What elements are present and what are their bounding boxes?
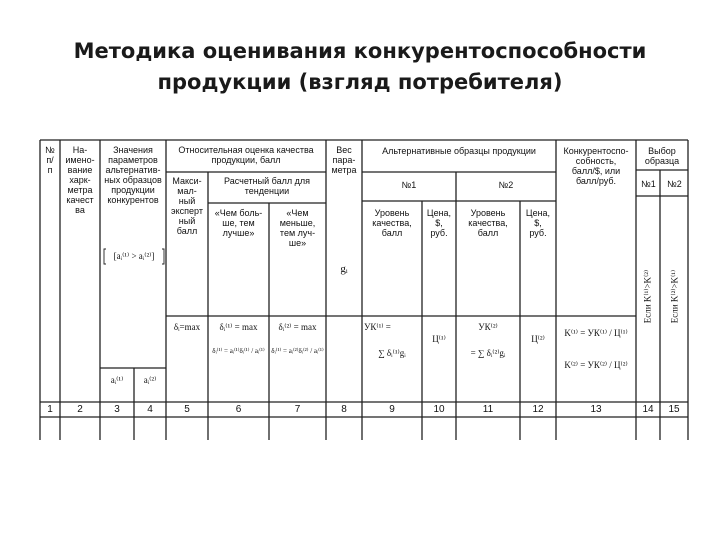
header-calc: Расчетный балл для тенденции <box>224 176 310 196</box>
header-alternatives: Альтернативные образцы продукции <box>382 146 536 156</box>
value-a2: aᵢ⁽²⁾ <box>143 375 157 385</box>
col-num: 4 <box>147 404 153 415</box>
choice-condition-2: Если K⁽²⁾>K⁽¹⁾ <box>669 269 680 324</box>
formula-less: δᵢ⁽¹⁾ = aᵢ⁽²⁾δᵢ⁽²⁾ / aᵢ⁽¹⁾ <box>271 347 324 355</box>
col-num: 8 <box>341 404 347 415</box>
uk2: УК⁽²⁾ <box>478 322 498 332</box>
header-price-2: Цена, $, руб. <box>525 208 551 238</box>
col-num: 13 <box>590 404 602 415</box>
col-num: 3 <box>114 404 120 415</box>
formula-more: δᵢ⁽¹⁾ = aᵢ⁽¹⁾δᵢ⁽¹⁾ / aᵢ⁽¹⁾ <box>212 347 265 355</box>
col-num: 10 <box>433 404 445 415</box>
header-price-1: Цена, $, руб. <box>426 208 452 238</box>
k2: K⁽²⁾ = УК⁽²⁾ / Ц⁽²⁾ <box>564 360 628 370</box>
title-line-2: продукции (взгляд потребителя) <box>157 70 563 94</box>
header-choice-1: №1 <box>641 179 656 189</box>
header-num: № п/ п <box>45 145 55 175</box>
col-num: 2 <box>77 404 83 415</box>
uk2-sum: = ∑ δᵢ⁽²⁾gᵢ <box>470 348 506 358</box>
k1: K⁽¹⁾ = УК⁽¹⁾ / Ц⁽¹⁾ <box>564 328 628 338</box>
header-less-better: «Чем меньше, тем луч- ше» <box>279 208 316 248</box>
header-choice: Выбор образца <box>644 146 680 166</box>
header-level-1: Уровень качества, балл <box>372 208 412 238</box>
col-num: 11 <box>482 404 494 415</box>
price-2: Ц⁽²⁾ <box>531 334 545 344</box>
header-choice-2: №2 <box>667 179 682 189</box>
header-values-formula: [aᵢ⁽¹⁾ > aᵢ⁽²⁾] <box>113 251 155 261</box>
col-num: 6 <box>235 404 242 415</box>
header-level-2: Уровень качества, балл <box>468 208 508 238</box>
col-num: 12 <box>532 404 544 415</box>
col-num: 1 <box>47 404 53 415</box>
col-num: 7 <box>294 404 301 415</box>
delta-2-max: δᵢ⁽²⁾ = max <box>278 322 317 332</box>
header-max: Макси- мал- ный эксперт ный балл <box>171 176 203 236</box>
header-more-better: «Чем боль- ше, тем лучше» <box>214 208 263 238</box>
header-competitiveness: Конкурентоспо- собность, балл/$, или балл/руб. <box>563 146 629 186</box>
title-line-1: Методика оценивания конкурентоспособности <box>73 39 647 63</box>
col-num: 15 <box>668 404 680 415</box>
col-num: 9 <box>389 404 395 415</box>
value-a1: aᵢ⁽¹⁾ <box>110 375 124 385</box>
price-1: Ц⁽¹⁾ <box>432 334 446 344</box>
uk1: УК⁽¹⁾ = <box>364 322 391 332</box>
weight-symbol: gᵢ <box>340 263 348 275</box>
uk1-sum: ∑ δᵢ⁽¹⁾gᵢ <box>378 348 406 358</box>
header-weight: Вес пара- метра <box>331 145 357 175</box>
header-values: Значения параметров альтернатив- ных образцов продукции конкурентов <box>104 145 162 205</box>
header-relative: Относительная оценка качества продукции, балл <box>178 145 314 165</box>
delta-1-max: δᵢ⁽¹⁾ = max <box>219 322 258 332</box>
col-num: 14 <box>642 404 654 415</box>
choice-condition-1: Если K⁽¹⁾>K⁽²⁾ <box>642 269 653 324</box>
header-name: На- имено- вание харк- метра качест ва <box>65 145 95 215</box>
delta-max: δᵢ=max <box>173 322 201 332</box>
header-sample-2: №2 <box>498 180 514 190</box>
col-num: 5 <box>184 404 190 415</box>
header-sample-1: №1 <box>401 180 417 190</box>
